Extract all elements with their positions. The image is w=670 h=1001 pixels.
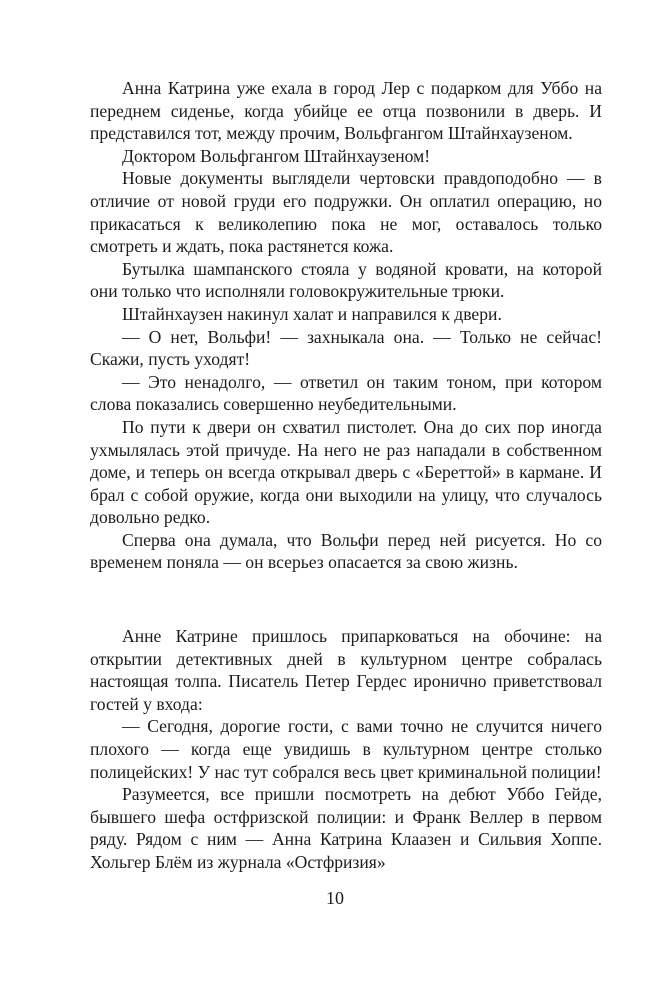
paragraph: — Сегодня, дорогие гости, с вами точно не случится ничего плохого — когда еще увидишь в культурном центре столько полицейских! У нас тут собрался весь цвет криминальной полиции! — [90, 716, 602, 782]
paragraph: По пути к двери он схватил пистолет. Она до сих пор иногда ухмылялась этой причуде. На него не раз нападали в собственном доме, и теперь он всегда открывал дверь с «Береттой» в кармане. И брал с собой оружие, когда они выходили на улицу, что случалось довольно редко. — [90, 416, 602, 528]
text-section-2 — [90, 625, 602, 874]
paragraph: Доктором Вольфгангом Штайнхаузеном! — [122, 145, 431, 166]
paragraph: Разумеется, все пришли посмотреть на дебют Уббо Гейде, бывшего шефа остфризской полиции: и Франк Веллер в первом ряду. Рядом с ним — Анна Катрина Клаазен и Сильвия Хоппе. Хольгер Блём из журнала «Остфризия» — [90, 784, 602, 872]
page-number: 10 — [326, 888, 344, 908]
paragraph: — О нет, Вольфи! — захныкала она. — Только не сейчас! Скажи, пусть уходят! — [90, 326, 602, 370]
text-section-1 — [90, 77, 602, 574]
paragraph: Анна Катрина уже ехала в город Лер с подарком для Уббо на переднем сиденье, когда убийце ее отца позвонили в дверь. И представился тот, между прочим, Вольфгангом Штайнхаузеном. — [90, 78, 602, 144]
paragraph: Штайнхаузен накинул халат и направился к двери. — [122, 303, 502, 324]
paragraph: — Это ненадолго, — ответил он таким тоном, при котором слова показались совершенно неубедительными. — [90, 371, 602, 415]
paragraph: Сперва она думала, что Вольфи перед ней рисуется. Но со временем поняла — он всерьез опасается за свою жизнь. — [90, 529, 602, 573]
paragraph: Новые документы выглядели чертовски правдоподобно — в отличие от новой груди его подружки. Он оплатил операцию, но прикасаться к великолепию пока не мог, оставалось только смотреть и ждать, пока растянется кожа. — [90, 168, 602, 257]
paragraph: Анне Катрине пришлось припарковаться на обочине: на открытии детективных дней в культурном центре собралась настоящая толпа. Писатель Петер Гердес иронично приветствовал гостей у входа: — [90, 626, 602, 714]
paragraph: Бутылка шампанского стояла у водяной кровати, на которой они только что исполняли головокружительные трюки. — [90, 258, 602, 302]
